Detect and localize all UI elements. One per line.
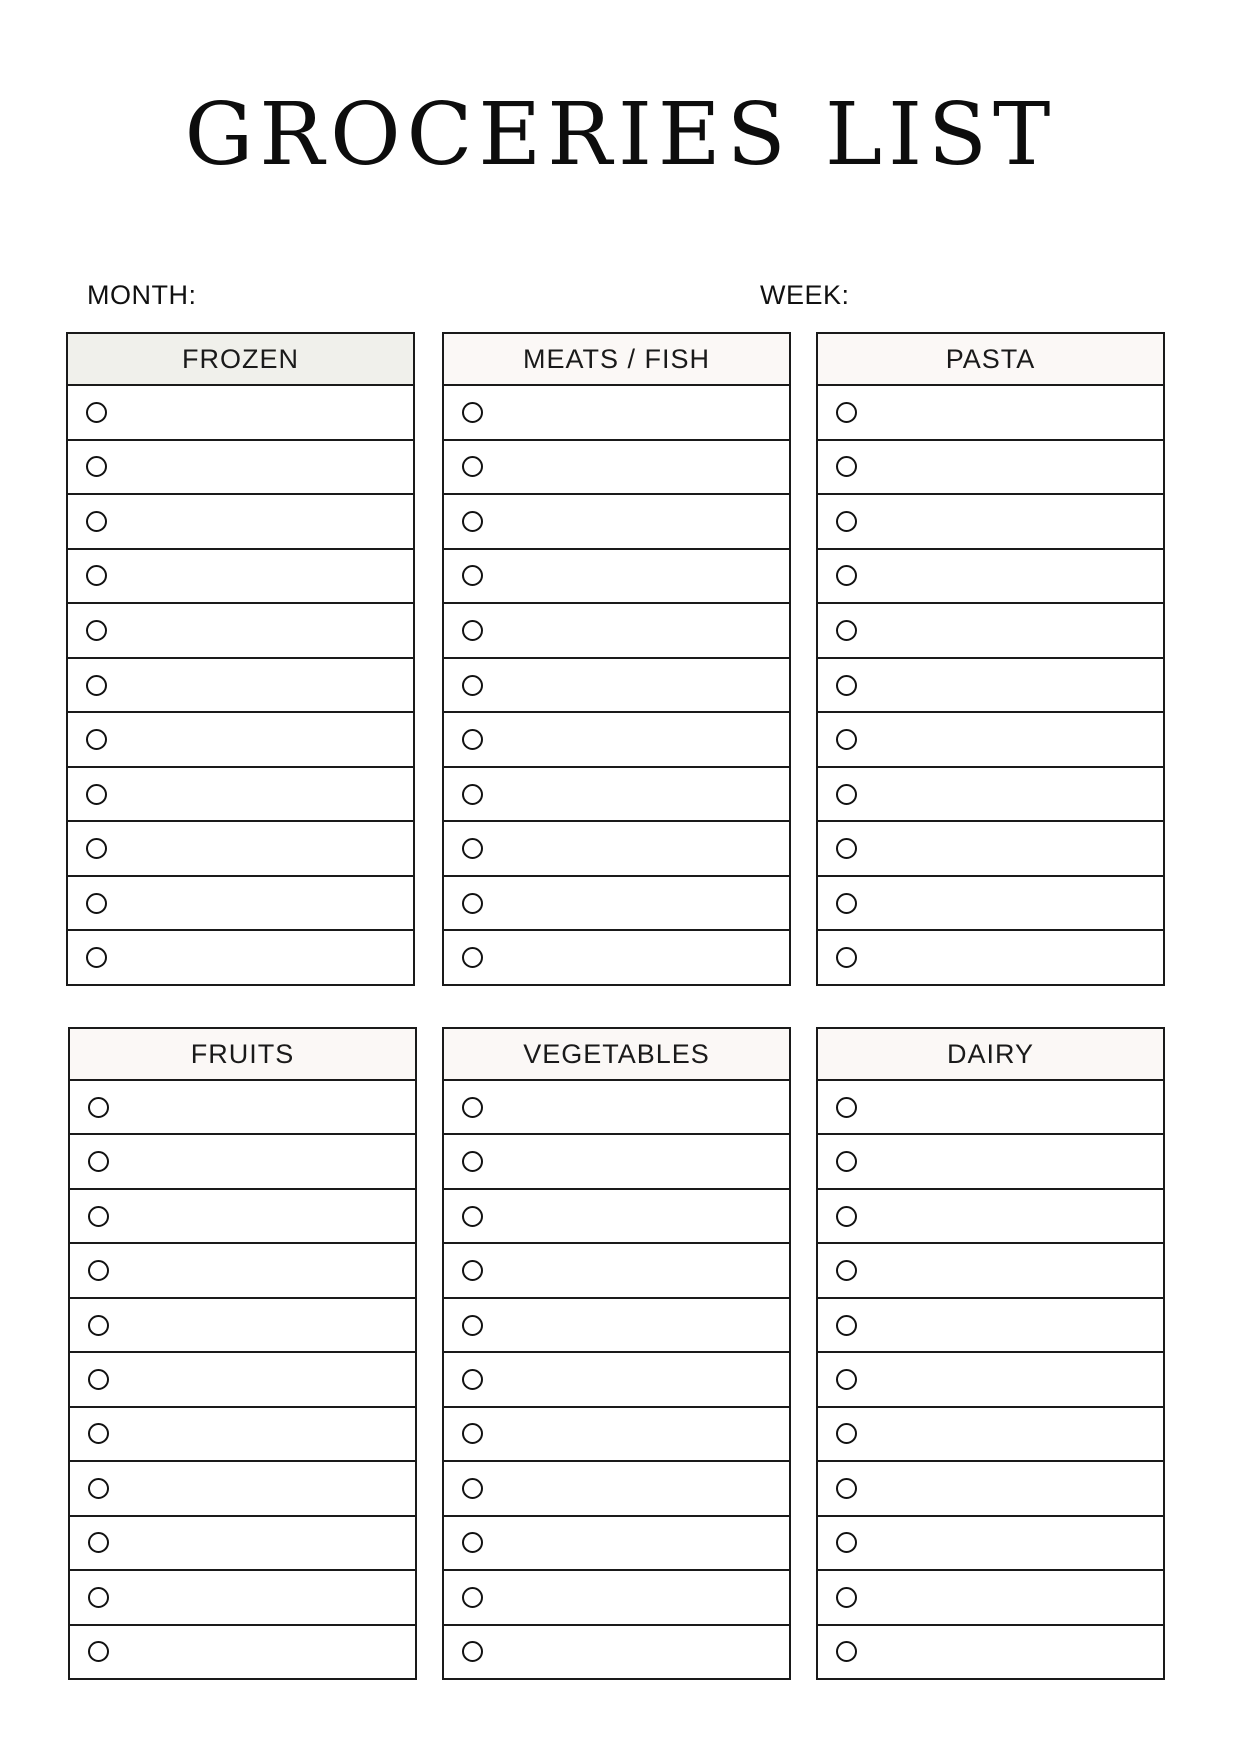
list-item <box>70 1081 415 1135</box>
circle-outline-icon[interactable] <box>836 729 857 750</box>
list-item <box>818 1626 1163 1678</box>
list-item <box>818 768 1163 823</box>
circle-outline-icon[interactable] <box>836 511 857 532</box>
section-pasta <box>816 332 1165 986</box>
list-item <box>68 768 413 823</box>
item-write-line[interactable] <box>109 1135 415 1187</box>
list-item <box>68 713 413 768</box>
section-header: FRUITS <box>70 1029 415 1081</box>
list-item <box>444 604 789 659</box>
item-write-line[interactable] <box>483 550 789 603</box>
circle-outline-icon[interactable] <box>836 947 857 968</box>
item-write-line[interactable] <box>107 768 413 821</box>
item-write-line[interactable] <box>857 1626 1163 1678</box>
circle-outline-icon[interactable] <box>462 565 483 586</box>
circle-outline-icon[interactable] <box>836 1587 857 1608</box>
section-body <box>818 386 1163 984</box>
circle-outline-icon[interactable] <box>836 675 857 696</box>
item-write-line[interactable] <box>109 1299 415 1351</box>
circle-outline-icon[interactable] <box>462 838 483 859</box>
circle-outline-icon[interactable] <box>462 1097 483 1118</box>
circle-outline-icon[interactable] <box>462 729 483 750</box>
circle-outline-icon[interactable] <box>462 947 483 968</box>
circle-outline-icon[interactable] <box>836 565 857 586</box>
item-write-line[interactable] <box>109 1626 415 1678</box>
circle-outline-icon[interactable] <box>88 1097 109 1118</box>
item-write-line[interactable] <box>857 1517 1163 1569</box>
list-item <box>818 1081 1163 1135</box>
circle-outline-icon[interactable] <box>836 620 857 641</box>
section-body <box>68 386 413 984</box>
item-write-line[interactable] <box>483 1462 789 1514</box>
section-body <box>444 1081 789 1678</box>
item-write-line[interactable] <box>857 441 1163 494</box>
circle-outline-icon[interactable] <box>462 1423 483 1444</box>
item-write-line[interactable] <box>107 659 413 712</box>
circle-outline-icon[interactable] <box>462 1315 483 1336</box>
list-item <box>818 441 1163 496</box>
circle-outline-icon[interactable] <box>88 1641 109 1662</box>
item-write-line[interactable] <box>857 1190 1163 1242</box>
list-item <box>444 1408 789 1462</box>
list-item <box>444 1244 789 1298</box>
item-write-line[interactable] <box>483 1299 789 1351</box>
item-write-line[interactable] <box>109 1353 415 1405</box>
circle-outline-icon[interactable] <box>462 1369 483 1390</box>
list-item <box>818 604 1163 659</box>
list-item <box>68 659 413 714</box>
circle-outline-icon[interactable] <box>86 620 107 641</box>
list-item <box>70 1299 415 1353</box>
month-label: MONTH: <box>87 280 197 310</box>
circle-outline-icon[interactable] <box>462 675 483 696</box>
item-write-line[interactable] <box>483 822 789 875</box>
item-write-line[interactable] <box>483 877 789 930</box>
section-header: PASTA <box>818 334 1163 386</box>
item-write-line[interactable] <box>857 822 1163 875</box>
circle-outline-icon[interactable] <box>88 1151 109 1172</box>
section-header: VEGETABLES <box>444 1029 789 1081</box>
item-write-line[interactable] <box>483 1244 789 1296</box>
list-item <box>818 495 1163 550</box>
item-write-line[interactable] <box>483 1626 789 1678</box>
circle-outline-icon[interactable] <box>462 1641 483 1662</box>
item-write-line[interactable] <box>107 386 413 439</box>
list-item <box>444 1626 789 1678</box>
item-write-line[interactable] <box>483 386 789 439</box>
list-item <box>444 1353 789 1407</box>
circle-outline-icon[interactable] <box>836 1315 857 1336</box>
item-write-line[interactable] <box>857 713 1163 766</box>
section-body <box>818 1081 1163 1678</box>
list-item <box>444 1135 789 1189</box>
section-fruits <box>68 1027 417 1680</box>
list-item <box>444 550 789 605</box>
circle-outline-icon[interactable] <box>462 1151 483 1172</box>
list-item <box>68 441 413 496</box>
list-item <box>68 877 413 932</box>
list-item <box>70 1190 415 1244</box>
circle-outline-icon[interactable] <box>836 1206 857 1227</box>
circle-outline-icon[interactable] <box>86 511 107 532</box>
list-item <box>444 1299 789 1353</box>
circle-outline-icon[interactable] <box>836 1423 857 1444</box>
circle-outline-icon[interactable] <box>86 675 107 696</box>
circle-outline-icon[interactable] <box>836 784 857 805</box>
list-item <box>70 1353 415 1407</box>
item-write-line[interactable] <box>483 1353 789 1405</box>
list-item <box>68 495 413 550</box>
section-body <box>70 1081 415 1678</box>
list-item <box>70 1462 415 1516</box>
list-item <box>818 550 1163 605</box>
circle-outline-icon[interactable] <box>836 893 857 914</box>
item-write-line[interactable] <box>483 1571 789 1623</box>
circle-outline-icon[interactable] <box>462 456 483 477</box>
section-vegetables <box>442 1027 791 1680</box>
circle-outline-icon[interactable] <box>836 1532 857 1553</box>
circle-outline-icon[interactable] <box>86 402 107 423</box>
item-write-line[interactable] <box>109 1408 415 1460</box>
list-item <box>70 1517 415 1571</box>
list-item <box>444 713 789 768</box>
circle-outline-icon[interactable] <box>836 1260 857 1281</box>
item-write-line[interactable] <box>483 1408 789 1460</box>
list-item <box>444 931 789 984</box>
circle-outline-icon[interactable] <box>462 1260 483 1281</box>
circle-outline-icon[interactable] <box>88 1206 109 1227</box>
list-item <box>70 1626 415 1678</box>
circle-outline-icon[interactable] <box>462 1206 483 1227</box>
list-item <box>444 1462 789 1516</box>
list-item <box>818 1244 1163 1298</box>
item-write-line[interactable] <box>857 931 1163 984</box>
item-write-line[interactable] <box>857 1353 1163 1405</box>
section-meats-fish <box>442 332 791 986</box>
circle-outline-icon[interactable] <box>86 565 107 586</box>
circle-outline-icon[interactable] <box>462 1587 483 1608</box>
item-write-line[interactable] <box>109 1462 415 1514</box>
list-item <box>444 495 789 550</box>
item-write-line[interactable] <box>483 768 789 821</box>
circle-outline-icon[interactable] <box>462 511 483 532</box>
circle-outline-icon[interactable] <box>836 1641 857 1662</box>
item-write-line[interactable] <box>107 604 413 657</box>
circle-outline-icon[interactable] <box>836 456 857 477</box>
week-label: WEEK: <box>760 280 850 310</box>
list-item <box>818 1299 1163 1353</box>
circle-outline-icon[interactable] <box>86 784 107 805</box>
list-item <box>444 877 789 932</box>
item-write-line[interactable] <box>483 1081 789 1133</box>
list-item <box>818 386 1163 441</box>
item-write-line[interactable] <box>857 550 1163 603</box>
section-dairy <box>816 1027 1165 1680</box>
list-item <box>444 386 789 441</box>
item-write-line[interactable] <box>109 1517 415 1569</box>
item-write-line[interactable] <box>109 1571 415 1623</box>
item-write-line[interactable] <box>857 1081 1163 1133</box>
circle-outline-icon[interactable] <box>836 838 857 859</box>
item-write-line[interactable] <box>857 768 1163 821</box>
circle-outline-icon[interactable] <box>836 1151 857 1172</box>
list-item <box>70 1408 415 1462</box>
item-write-line[interactable] <box>109 1190 415 1242</box>
list-item <box>444 1571 789 1625</box>
list-item <box>818 1462 1163 1516</box>
circle-outline-icon[interactable] <box>88 1587 109 1608</box>
item-write-line[interactable] <box>857 1299 1163 1351</box>
circle-outline-icon[interactable] <box>836 1478 857 1499</box>
list-item <box>444 822 789 877</box>
circle-outline-icon[interactable] <box>836 1097 857 1118</box>
circle-outline-icon[interactable] <box>462 893 483 914</box>
item-write-line[interactable] <box>483 1190 789 1242</box>
item-write-line[interactable] <box>857 604 1163 657</box>
list-item <box>818 1517 1163 1571</box>
section-body <box>444 386 789 984</box>
list-item <box>818 931 1163 984</box>
item-write-line[interactable] <box>857 877 1163 930</box>
list-item <box>70 1571 415 1625</box>
item-write-line[interactable] <box>107 822 413 875</box>
circle-outline-icon[interactable] <box>88 1260 109 1281</box>
item-write-line[interactable] <box>857 1571 1163 1623</box>
item-write-line[interactable] <box>483 495 789 548</box>
item-write-line[interactable] <box>107 877 413 930</box>
item-write-line[interactable] <box>857 1135 1163 1187</box>
item-write-line[interactable] <box>857 495 1163 548</box>
item-write-line[interactable] <box>107 550 413 603</box>
item-write-line[interactable] <box>857 1408 1163 1460</box>
page-title: GROCERIES LIST <box>184 85 1057 185</box>
list-item <box>68 386 413 441</box>
item-write-line[interactable] <box>857 659 1163 712</box>
list-item <box>70 1135 415 1189</box>
item-write-line[interactable] <box>857 1244 1163 1296</box>
item-write-line[interactable] <box>109 1244 415 1296</box>
item-write-line[interactable] <box>107 931 413 984</box>
item-write-line[interactable] <box>483 441 789 494</box>
circle-outline-icon[interactable] <box>88 1315 109 1336</box>
item-write-line[interactable] <box>483 1517 789 1569</box>
circle-outline-icon[interactable] <box>88 1369 109 1390</box>
item-write-line[interactable] <box>107 495 413 548</box>
list-item <box>818 1353 1163 1407</box>
section-frozen <box>66 332 415 986</box>
circle-outline-icon[interactable] <box>836 1369 857 1390</box>
circle-outline-icon[interactable] <box>462 1478 483 1499</box>
item-write-line[interactable] <box>109 1081 415 1133</box>
list-item <box>68 931 413 984</box>
list-item <box>818 822 1163 877</box>
list-item <box>818 1190 1163 1244</box>
list-item <box>444 1517 789 1571</box>
circle-outline-icon[interactable] <box>462 620 483 641</box>
item-write-line[interactable] <box>483 931 789 984</box>
item-write-line[interactable] <box>857 386 1163 439</box>
list-item <box>444 1190 789 1244</box>
list-item <box>818 877 1163 932</box>
item-write-line[interactable] <box>483 604 789 657</box>
list-item <box>70 1244 415 1298</box>
section-header: MEATS / FISH <box>444 334 789 386</box>
circle-outline-icon[interactable] <box>88 1478 109 1499</box>
circle-outline-icon[interactable] <box>88 1423 109 1444</box>
section-header: FROZEN <box>68 334 413 386</box>
circle-outline-icon[interactable] <box>462 402 483 423</box>
list-item <box>68 604 413 659</box>
item-write-line[interactable] <box>483 1135 789 1187</box>
list-item <box>68 822 413 877</box>
circle-outline-icon[interactable] <box>86 838 107 859</box>
item-write-line[interactable] <box>107 441 413 494</box>
list-item <box>444 1081 789 1135</box>
circle-outline-icon[interactable] <box>836 402 857 423</box>
circle-outline-icon[interactable] <box>462 1532 483 1553</box>
circle-outline-icon[interactable] <box>86 893 107 914</box>
circle-outline-icon[interactable] <box>86 947 107 968</box>
list-item <box>444 768 789 823</box>
list-item <box>818 1571 1163 1625</box>
item-write-line[interactable] <box>483 659 789 712</box>
list-item <box>818 1408 1163 1462</box>
list-item <box>444 659 789 714</box>
list-item <box>68 550 413 605</box>
list-item <box>818 713 1163 768</box>
section-header: DAIRY <box>818 1029 1163 1081</box>
item-write-line[interactable] <box>857 1462 1163 1514</box>
circle-outline-icon[interactable] <box>88 1532 109 1553</box>
item-write-line[interactable] <box>107 713 413 766</box>
list-item <box>818 1135 1163 1189</box>
circle-outline-icon[interactable] <box>86 729 107 750</box>
list-item <box>818 659 1163 714</box>
item-write-line[interactable] <box>483 713 789 766</box>
list-item <box>444 441 789 496</box>
circle-outline-icon[interactable] <box>86 456 107 477</box>
circle-outline-icon[interactable] <box>462 784 483 805</box>
